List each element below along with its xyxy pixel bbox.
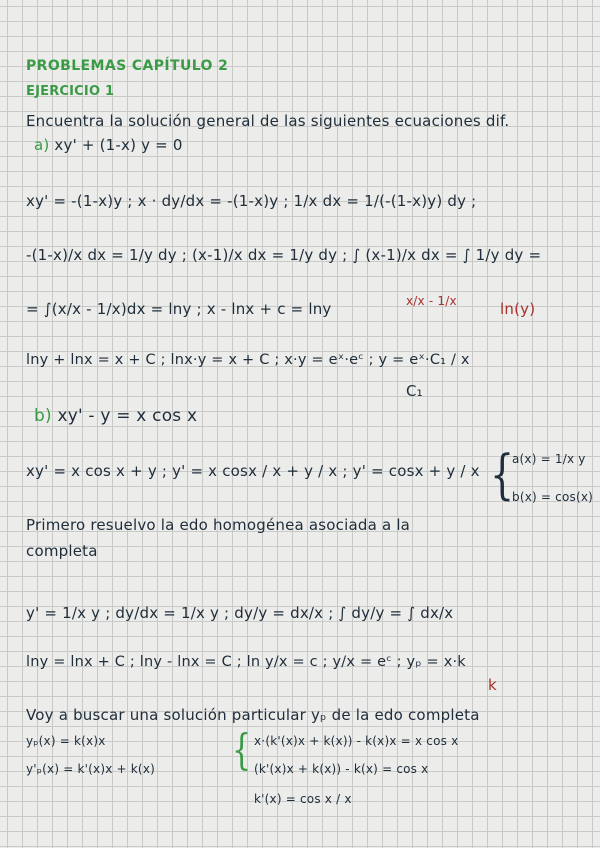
part-b-text-1: Primero resuelvo la edo homogénea asociada a la	[26, 516, 411, 534]
k-prime-result: k'(x) = cos x / x	[254, 792, 352, 806]
part-a-equation: xy' + (1-x) y = 0	[54, 136, 183, 154]
part-b-line-2: y' = 1/x y ; dy/dx = 1/x y ; dy/y = dx/x ; ∫ dy/y = ∫ dx/x	[26, 604, 454, 622]
system-eq-1: x·(k'(x)x + k(x)) - k(x)x = x cos x	[254, 734, 459, 748]
part-a-label: a)	[34, 136, 50, 154]
part-b-heading	[34, 406, 197, 426]
part-b-line-3: lny = lnx + C ; lny - lnx = C ; ln y/x = c ; y/x = eᶜ ; yₚ = x·k	[26, 654, 466, 670]
part-b-yp: yₚ(x) = k(x)x	[26, 734, 106, 748]
part-a-note-c1: C₁	[406, 382, 423, 400]
exercise-label: EJERCICIO 1	[26, 84, 115, 99]
system-eq-2: (k'(x)x + k(x)) - k(x) = cos x	[254, 762, 429, 776]
problem-statement: Encuentra la solución general de las siguientes ecuaciones dif.	[26, 112, 510, 130]
part-b-text-2: completa	[26, 542, 98, 560]
part-b-line-1: xy' = x cos x + y ; y' = x cosx / x + y / x ; y' = cosx + y / x	[26, 462, 480, 480]
part-a-line-4: lny + lnx = x + C ; lnx·y = x + C ; x·y = eˣ·eᶜ ; y = eˣ·C₁ / x	[26, 352, 470, 368]
part-b-equation: xy' - y = x cos x	[57, 406, 198, 426]
part-b-b-of-x: b(x) = cos(x)	[512, 490, 594, 504]
part-a-heading	[34, 136, 183, 154]
part-b-label: b)	[34, 406, 52, 426]
part-a-line-3: = ∫(x/x - 1/x)dx = lny ; x - lnx + c = lny	[26, 300, 332, 318]
part-b-a-of-x: a(x) = 1/x y	[512, 452, 586, 466]
part-b-text-3: Voy a buscar una solución particular yₚ de la edo completa	[26, 706, 480, 724]
page-title: PROBLEMAS CAPÍTULO 2	[26, 58, 229, 74]
part-a-line-2: -(1-x)/x dx = 1/y dy ; (x-1)/x dx = 1/y dy ; ∫ (x-1)/x dx = ∫ 1/y dy =	[26, 246, 542, 264]
part-b-note-k: k	[488, 676, 497, 694]
part-a-note-ln: ln(y)	[500, 300, 536, 318]
brace: {	[490, 444, 515, 506]
part-b-yp-prime: y'ₚ(x) = k'(x)x + k(x)	[26, 762, 155, 776]
part-a-line-1: xy' = -(1-x)y ; x · dy/dx = -(1-x)y ; 1/x dx = 1/(-(1-x)y) dy ;	[26, 192, 477, 210]
system-brace: {	[232, 726, 252, 775]
part-a-note-split: x/x - 1/x	[406, 294, 457, 308]
